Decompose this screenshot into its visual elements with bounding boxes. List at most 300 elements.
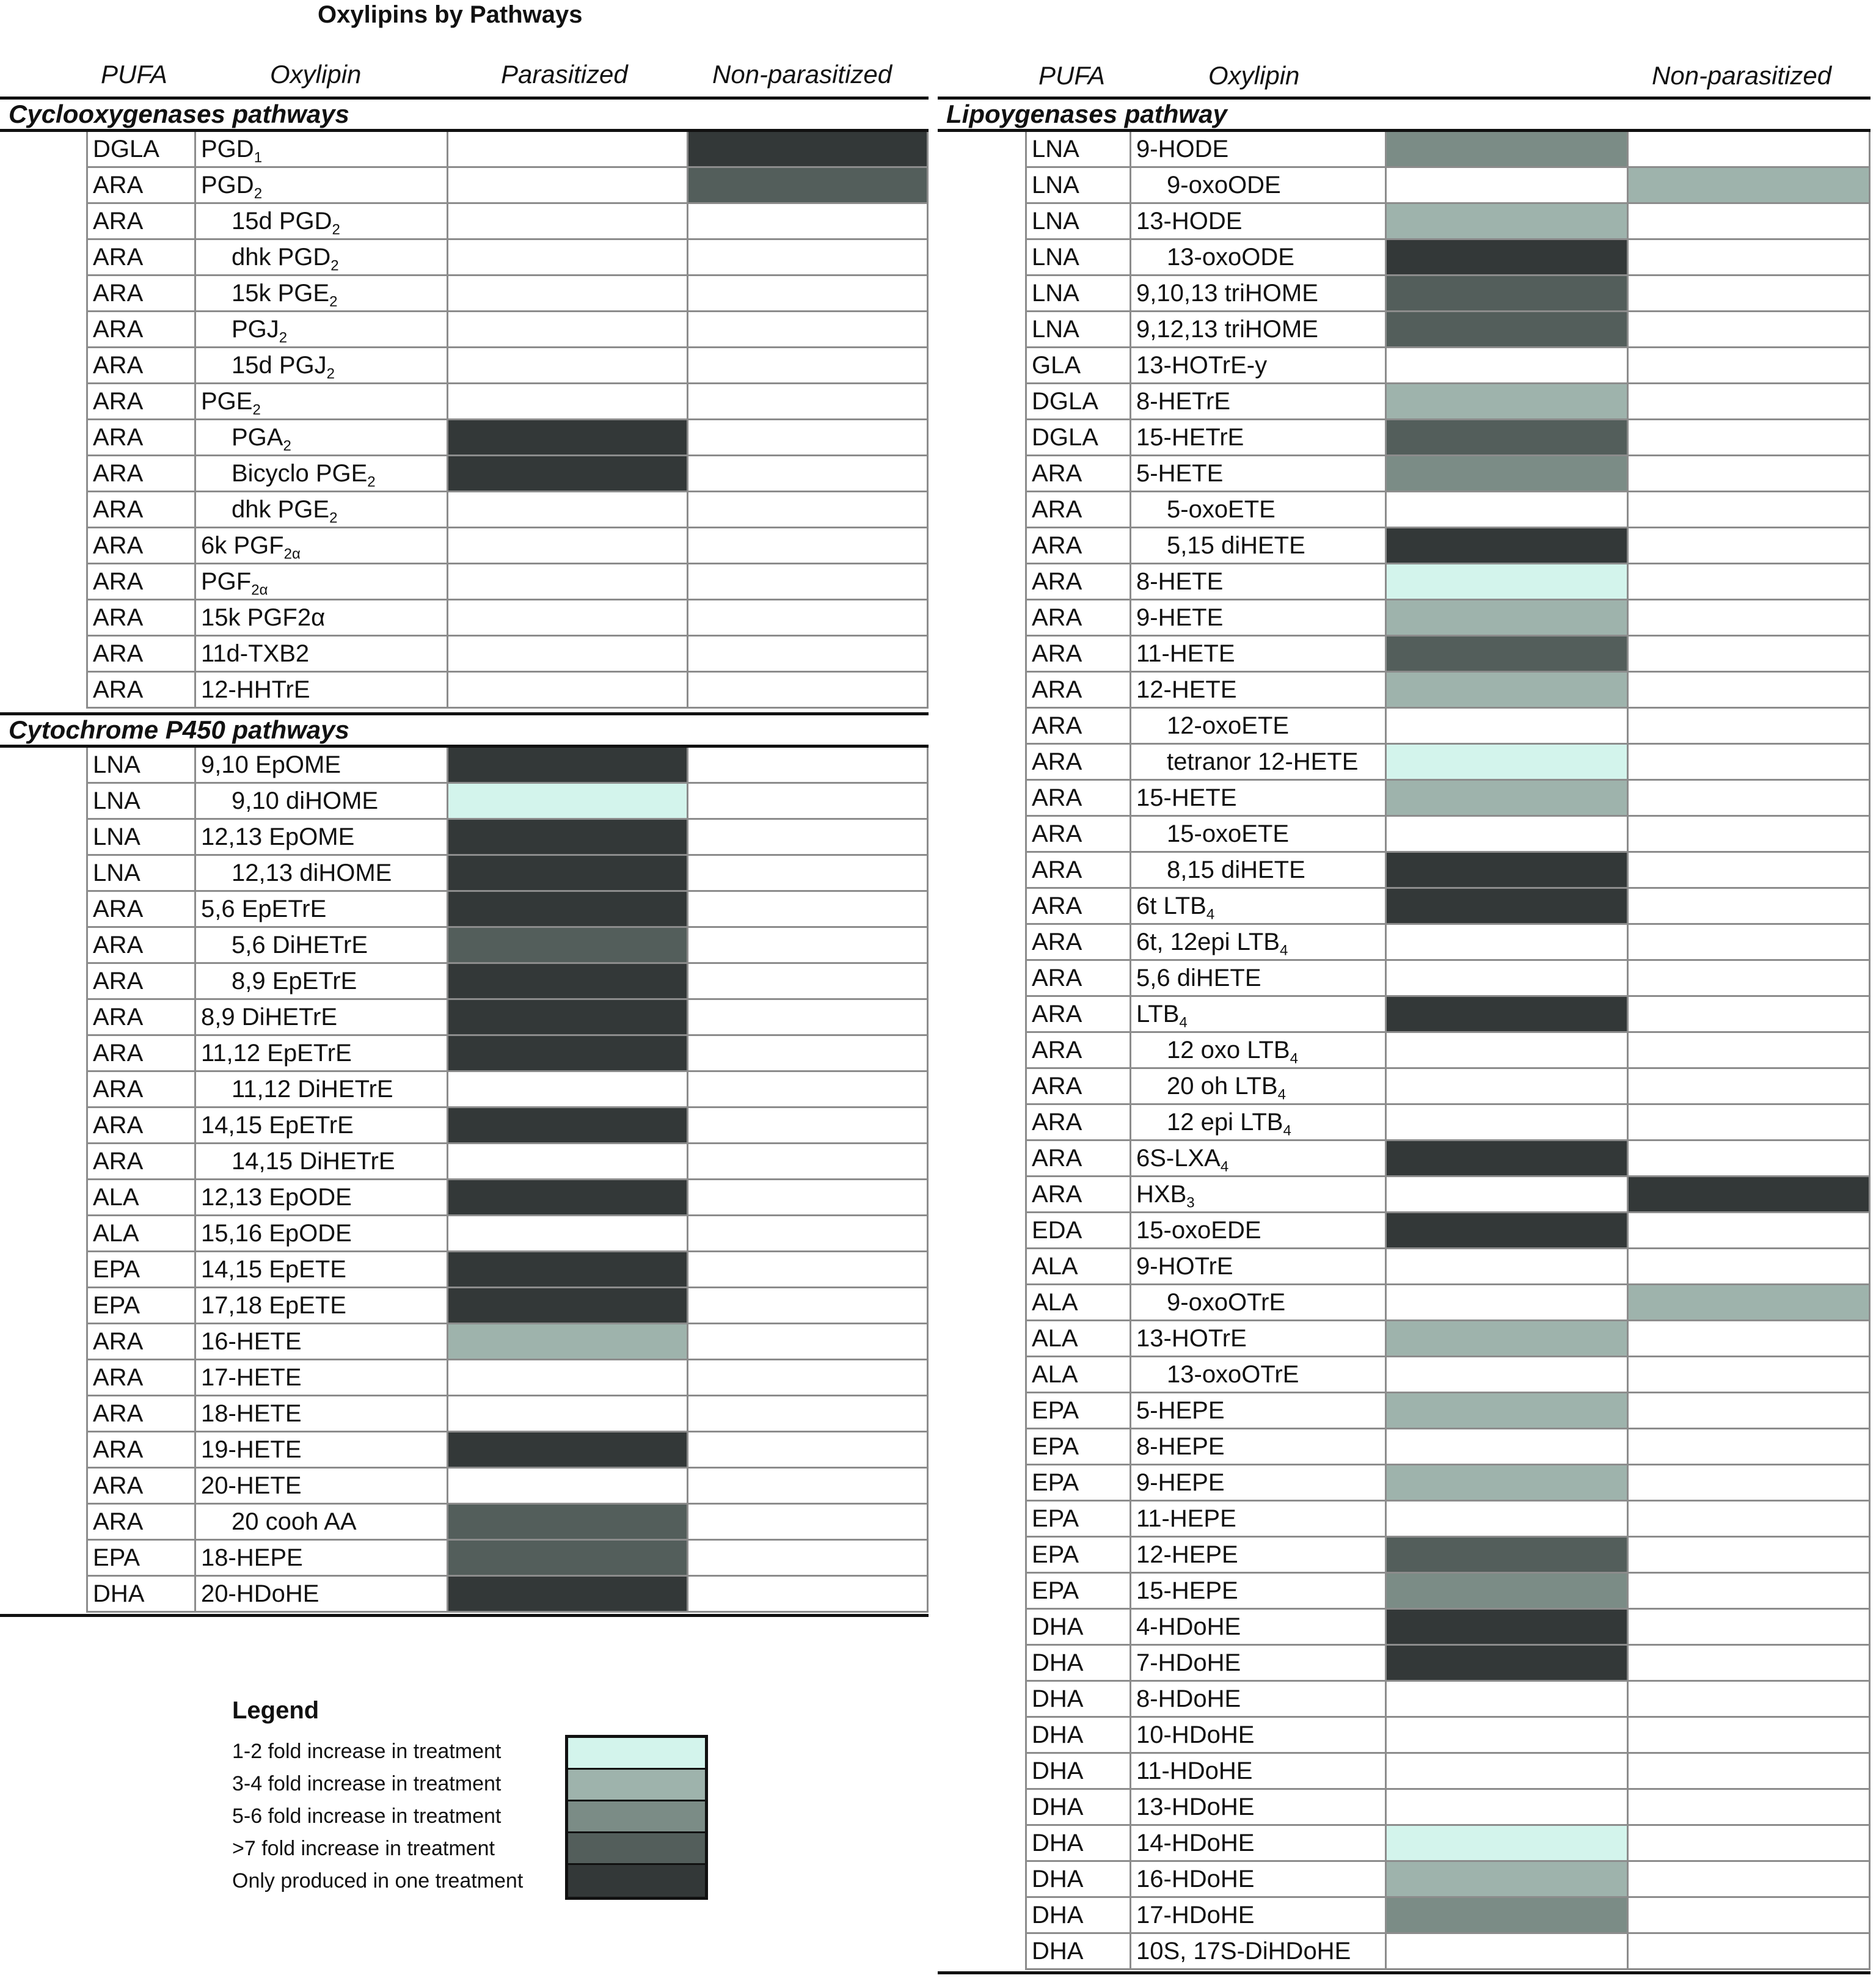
nonparasitized-cell xyxy=(1629,1646,1871,1682)
figure-title: Oxylipins by Pathways xyxy=(318,1,583,28)
oxylipin-cell xyxy=(1131,889,1387,925)
pufa-cell: ARA xyxy=(86,1505,196,1541)
pufa-cell: ARA xyxy=(1025,1033,1131,1069)
oxylipin-name: 12,13 diHOME xyxy=(232,859,392,886)
parasitized-cell xyxy=(1387,1610,1629,1646)
oxylipin-name: 15,16 EpODE xyxy=(201,1220,352,1247)
nonparasitized-cell xyxy=(688,420,929,456)
legend-label: 5-6 fold increase in treatment xyxy=(232,1805,502,1828)
oxylipin-name: 17,18 EpETE xyxy=(201,1292,346,1319)
oxylipin-cell xyxy=(1131,1934,1387,1970)
parasitized-cell xyxy=(448,1252,688,1288)
oxylipin-subscript: 2 xyxy=(252,401,261,418)
oxylipin-cell xyxy=(1131,709,1387,745)
nonparasitized-cell xyxy=(1629,997,1871,1033)
oxylipin-cell xyxy=(196,600,448,637)
parasitized-cell xyxy=(1387,1141,1629,1177)
oxylipin-cell xyxy=(1131,1105,1387,1141)
oxylipin-cell xyxy=(1131,312,1387,348)
pufa-cell: DHA xyxy=(86,1577,196,1613)
oxylipin-name: PGD xyxy=(201,136,254,162)
nonparasitized-cell xyxy=(1629,1682,1871,1718)
oxylipin-cell xyxy=(1131,1898,1387,1934)
nonparasitized-cell xyxy=(1629,132,1871,168)
oxylipin-subscript: 4 xyxy=(1290,1050,1298,1067)
oxylipin-cell xyxy=(196,168,448,204)
pufa-cell: ARA xyxy=(1025,925,1131,961)
parasitized-cell xyxy=(1387,600,1629,637)
nonparasitized-cell xyxy=(688,892,929,928)
nonparasitized-cell xyxy=(688,964,929,1000)
parasitized-cell xyxy=(1387,1393,1629,1429)
parasitized-cell xyxy=(1387,1790,1629,1826)
oxylipin-cell xyxy=(196,1541,448,1577)
parasitized-cell xyxy=(1387,1682,1629,1718)
oxylipin-name: 13-HOTrE-y xyxy=(1136,352,1268,379)
pufa-cell: ARA xyxy=(86,276,196,312)
pufa-cell: DHA xyxy=(1025,1610,1131,1646)
nonparasitized-cell xyxy=(688,492,929,528)
parasitized-cell xyxy=(448,856,688,892)
oxylipin-subscript: 4 xyxy=(1279,942,1288,959)
oxylipin-name: PGJ xyxy=(232,316,279,343)
pufa-cell: LNA xyxy=(86,784,196,820)
parasitized-cell xyxy=(1387,168,1629,204)
oxylipin-name: 12-HEPE xyxy=(1136,1541,1238,1568)
nonparasitized-cell xyxy=(1629,1321,1871,1357)
nonparasitized-cell xyxy=(1629,600,1871,637)
oxylipin-cell xyxy=(1131,1718,1387,1754)
oxylipin-cell xyxy=(196,132,448,168)
pufa-cell: ARA xyxy=(86,1396,196,1432)
oxylipin-cell xyxy=(1131,1538,1387,1574)
legend-swatch xyxy=(568,1833,705,1865)
pufa-cell: ARA xyxy=(1025,781,1131,817)
pufa-cell: LNA xyxy=(86,856,196,892)
parasitized-cell xyxy=(1387,1033,1629,1069)
parasitized-cell xyxy=(1387,673,1629,709)
oxylipin-name: 16-HETE xyxy=(201,1328,302,1355)
oxylipin-name: 15-HETE xyxy=(1136,784,1237,811)
oxylipin-name: 17-HETE xyxy=(201,1364,302,1391)
pufa-cell: DHA xyxy=(1025,1646,1131,1682)
oxylipin-cell xyxy=(196,637,448,673)
parasitized-cell xyxy=(448,1324,688,1360)
parasitized-cell xyxy=(1387,1177,1629,1213)
left-header-parasitized: Parasitized xyxy=(501,60,628,89)
nonparasitized-cell xyxy=(1629,1502,1871,1538)
pufa-cell: ARA xyxy=(86,240,196,276)
oxylipin-cell xyxy=(1131,528,1387,564)
pufa-cell: ARA xyxy=(86,1469,196,1505)
pufa-cell: EPA xyxy=(1025,1574,1131,1610)
left-header-oxylipin: Oxylipin xyxy=(270,60,362,89)
oxylipin-cell xyxy=(196,1036,448,1072)
nonparasitized-cell xyxy=(688,1360,929,1396)
oxylipin-subscript: 2 xyxy=(279,329,288,346)
oxylipin-cell xyxy=(1131,1321,1387,1357)
pufa-cell: ARA xyxy=(86,1144,196,1180)
nonparasitized-cell xyxy=(1629,528,1871,564)
pufa-cell: ARA xyxy=(1025,673,1131,709)
nonparasitized-cell xyxy=(1629,1285,1871,1321)
oxylipin-name: 8-HDoHE xyxy=(1136,1685,1241,1712)
parasitized-cell xyxy=(448,637,688,673)
nonparasitized-cell xyxy=(688,1577,929,1613)
pufa-cell: ARA xyxy=(86,1324,196,1360)
parasitized-cell xyxy=(1387,564,1629,600)
oxylipin-cell xyxy=(1131,1177,1387,1213)
oxylipin-name: 13-oxoODE xyxy=(1167,244,1294,271)
pufa-cell: EPA xyxy=(1025,1429,1131,1465)
oxylipin-cell xyxy=(1131,204,1387,240)
pufa-cell: EPA xyxy=(86,1252,196,1288)
oxylipin-name: 15-HETrE xyxy=(1136,424,1244,451)
oxylipin-cell xyxy=(196,856,448,892)
nonparasitized-cell xyxy=(688,1144,929,1180)
oxylipin-subscript: 2 xyxy=(367,473,376,491)
oxylipin-name: 8-HEPE xyxy=(1136,1433,1225,1460)
table-bottom-rule xyxy=(0,1614,929,1617)
pufa-cell: LNA xyxy=(1025,168,1131,204)
parasitized-cell xyxy=(1387,1357,1629,1393)
parasitized-cell xyxy=(448,784,688,820)
parasitized-cell xyxy=(448,1505,688,1541)
oxylipin-cell xyxy=(1131,1826,1387,1862)
oxylipin-cell xyxy=(196,673,448,709)
oxylipin-cell xyxy=(1131,1249,1387,1285)
left-header-pufa: PUFA xyxy=(101,60,167,89)
nonparasitized-cell xyxy=(688,1252,929,1288)
oxylipin-name: 9-HOTrE xyxy=(1136,1253,1233,1280)
nonparasitized-cell xyxy=(1629,709,1871,745)
parasitized-cell xyxy=(1387,1862,1629,1898)
nonparasitized-cell xyxy=(1629,1465,1871,1502)
nonparasitized-cell xyxy=(1629,1574,1871,1610)
oxylipin-cell xyxy=(1131,637,1387,673)
parasitized-cell xyxy=(1387,745,1629,781)
parasitized-cell xyxy=(1387,853,1629,889)
oxylipin-cell xyxy=(196,1108,448,1144)
parasitized-cell xyxy=(448,204,688,240)
nonparasitized-cell xyxy=(1629,1105,1871,1141)
parasitized-cell xyxy=(1387,709,1629,745)
parasitized-cell xyxy=(1387,384,1629,420)
oxylipin-name: 9,10 EpOME xyxy=(201,751,341,778)
parasitized-cell xyxy=(448,1216,688,1252)
pufa-cell: EPA xyxy=(1025,1538,1131,1574)
nonparasitized-cell xyxy=(1629,853,1871,889)
oxylipin-cell xyxy=(1131,781,1387,817)
pufa-cell: LNA xyxy=(86,748,196,784)
section-heading: Lipoygenases pathway xyxy=(938,97,1871,132)
legend-swatch-box xyxy=(565,1735,708,1900)
oxylipin-cell xyxy=(1131,1285,1387,1321)
pufa-cell: ARA xyxy=(86,637,196,673)
legend-title: Legend xyxy=(232,1697,319,1724)
pufa-cell: ARA xyxy=(1025,997,1131,1033)
pufa-cell: DGLA xyxy=(1025,384,1131,420)
nonparasitized-cell xyxy=(1629,745,1871,781)
oxylipin-name: 13-HODE xyxy=(1136,208,1243,235)
parasitized-cell xyxy=(1387,961,1629,997)
pufa-cell: DHA xyxy=(1025,1862,1131,1898)
parasitized-cell xyxy=(1387,240,1629,276)
parasitized-cell xyxy=(448,928,688,964)
pufa-cell: ARA xyxy=(1025,889,1131,925)
parasitized-cell xyxy=(1387,997,1629,1033)
oxylipin-name: 7-HDoHE xyxy=(1136,1649,1241,1676)
oxylipin-name: 15-oxoETE xyxy=(1167,820,1290,847)
oxylipin-name: 12 epi LTB xyxy=(1167,1109,1283,1136)
oxylipin-cell xyxy=(1131,1610,1387,1646)
pufa-cell: DHA xyxy=(1025,1682,1131,1718)
nonparasitized-cell xyxy=(688,1180,929,1216)
nonparasitized-cell xyxy=(688,856,929,892)
oxylipin-name: 9-HETE xyxy=(1136,604,1224,631)
parasitized-cell xyxy=(1387,1898,1629,1934)
oxylipin-name: 12,13 EpODE xyxy=(201,1184,352,1211)
parasitized-cell xyxy=(448,1180,688,1216)
oxylipin-name: 15d PGD xyxy=(232,208,332,235)
oxylipin-subscript: 2 xyxy=(329,293,338,310)
nonparasitized-cell xyxy=(688,1108,929,1144)
oxylipin-name: 5-HETE xyxy=(1136,460,1224,487)
pufa-cell: ARA xyxy=(86,420,196,456)
nonparasitized-cell xyxy=(1629,781,1871,817)
nonparasitized-cell xyxy=(688,673,929,709)
nonparasitized-cell xyxy=(1629,1393,1871,1429)
right-header-pufa: PUFA xyxy=(1038,61,1105,90)
oxylipin-name: 9,10 diHOME xyxy=(232,787,379,814)
pufa-cell: ARA xyxy=(1025,528,1131,564)
pufa-cell: ARA xyxy=(86,564,196,600)
oxylipin-name: 14,15 DiHETrE xyxy=(232,1148,395,1175)
oxylipin-cell xyxy=(196,1324,448,1360)
oxylipin-cell xyxy=(196,784,448,820)
oxylipin-name: 11,12 DiHETrE xyxy=(232,1076,393,1103)
oxylipin-cell xyxy=(196,348,448,384)
pufa-cell: ALA xyxy=(86,1180,196,1216)
pufa-cell: ALA xyxy=(1025,1321,1131,1357)
pufa-cell: GLA xyxy=(1025,348,1131,384)
parasitized-cell xyxy=(1387,1429,1629,1465)
nonparasitized-cell xyxy=(1629,1033,1871,1069)
parasitized-cell xyxy=(1387,1934,1629,1970)
parasitized-cell xyxy=(448,820,688,856)
parasitized-cell xyxy=(448,1036,688,1072)
oxylipin-cell xyxy=(1131,1429,1387,1465)
parasitized-cell xyxy=(1387,1646,1629,1682)
oxylipin-name: 12-HETE xyxy=(1136,676,1237,703)
pufa-cell: EPA xyxy=(86,1541,196,1577)
oxylipin-name: 10-HDoHE xyxy=(1136,1721,1255,1748)
oxylipin-cell xyxy=(1131,997,1387,1033)
parasitized-cell xyxy=(1387,1285,1629,1321)
oxylipin-cell xyxy=(196,1000,448,1036)
oxylipin-cell xyxy=(196,1180,448,1216)
pufa-cell: LNA xyxy=(1025,204,1131,240)
pufa-cell: ARA xyxy=(86,456,196,492)
oxylipin-name: 6k PGF xyxy=(201,532,284,559)
oxylipin-cell xyxy=(196,928,448,964)
oxylipin-name: 5,6 EpETrE xyxy=(201,896,327,922)
oxylipin-name: dhk PGD xyxy=(232,244,331,271)
pufa-cell: ARA xyxy=(1025,1177,1131,1213)
oxylipin-cell xyxy=(1131,1141,1387,1177)
pufa-cell: ARA xyxy=(86,1360,196,1396)
pufa-cell: DHA xyxy=(1025,1898,1131,1934)
oxylipin-cell xyxy=(1131,817,1387,853)
oxylipin-cell xyxy=(196,528,448,564)
parasitized-cell xyxy=(448,1541,688,1577)
left-header-nonparasitized: Non-parasitized xyxy=(712,60,892,89)
nonparasitized-cell xyxy=(1629,1718,1871,1754)
pufa-cell: ARA xyxy=(1025,1069,1131,1105)
oxylipin-cell xyxy=(1131,1646,1387,1682)
parasitized-cell xyxy=(1387,420,1629,456)
oxylipin-name: 20-HETE xyxy=(201,1472,302,1499)
oxylipin-cell xyxy=(1131,420,1387,456)
pufa-cell: DHA xyxy=(1025,1754,1131,1790)
oxylipin-cell xyxy=(1131,492,1387,528)
legend-label: 1-2 fold increase in treatment xyxy=(232,1740,502,1763)
pufa-cell: ARA xyxy=(1025,745,1131,781)
parasitized-cell xyxy=(1387,312,1629,348)
oxylipin-cell xyxy=(196,1432,448,1469)
oxylipin-cell xyxy=(196,564,448,600)
parasitized-cell xyxy=(1387,1249,1629,1285)
oxylipin-cell xyxy=(1131,1574,1387,1610)
parasitized-cell xyxy=(448,384,688,420)
oxylipin-name: 11,12 EpETrE xyxy=(201,1040,352,1067)
nonparasitized-cell xyxy=(1629,348,1871,384)
oxylipin-name: 12 oxo LTB xyxy=(1167,1037,1290,1064)
pufa-cell: DHA xyxy=(1025,1718,1131,1754)
oxylipin-cell xyxy=(1131,1682,1387,1718)
oxylipin-name: tetranor 12-HETE xyxy=(1167,748,1359,775)
parasitized-cell xyxy=(448,456,688,492)
parasitized-cell xyxy=(1387,817,1629,853)
pufa-cell: ARA xyxy=(86,964,196,1000)
oxylipin-name: 5,6 diHETE xyxy=(1136,965,1261,991)
parasitized-cell xyxy=(1387,1718,1629,1754)
nonparasitized-cell xyxy=(688,204,929,240)
oxylipin-name: dhk PGE xyxy=(232,496,330,523)
oxylipin-subscript: 2α xyxy=(283,546,301,563)
parasitized-cell xyxy=(448,748,688,784)
oxylipin-name: 6S-LXA xyxy=(1136,1145,1221,1172)
nonparasitized-cell xyxy=(688,600,929,637)
nonparasitized-cell xyxy=(688,820,929,856)
nonparasitized-cell xyxy=(1629,204,1871,240)
pufa-cell: ARA xyxy=(86,600,196,637)
oxylipin-name: 14,15 EpETE xyxy=(201,1256,346,1283)
pufa-cell: ARA xyxy=(1025,564,1131,600)
nonparasitized-cell xyxy=(1629,564,1871,600)
pufa-cell: ARA xyxy=(86,928,196,964)
nonparasitized-cell xyxy=(1629,240,1871,276)
pufa-cell: ARA xyxy=(86,1432,196,1469)
pufa-cell: LNA xyxy=(1025,276,1131,312)
pufa-cell: ARA xyxy=(86,348,196,384)
nonparasitized-cell xyxy=(1629,1862,1871,1898)
pufa-cell: DGLA xyxy=(1025,420,1131,456)
pufa-cell: EPA xyxy=(1025,1465,1131,1502)
parasitized-cell xyxy=(448,1288,688,1324)
oxylipin-name: 11d-TXB2 xyxy=(201,640,310,667)
oxylipin-name: 15-oxoEDE xyxy=(1136,1217,1261,1244)
oxylipin-cell xyxy=(196,240,448,276)
pufa-cell: ARA xyxy=(1025,709,1131,745)
parasitized-cell xyxy=(448,1108,688,1144)
oxylipin-cell xyxy=(1131,456,1387,492)
nonparasitized-cell xyxy=(688,748,929,784)
oxylipin-name: 8-HETE xyxy=(1136,568,1224,595)
oxylipin-cell xyxy=(1131,1790,1387,1826)
oxylipin-cell xyxy=(196,748,448,784)
oxylipin-subscript: 2 xyxy=(330,257,339,274)
oxylipin-name: 16-HDoHE xyxy=(1136,1866,1255,1892)
pufa-cell: LNA xyxy=(1025,132,1131,168)
pufa-cell: DHA xyxy=(1025,1934,1131,1970)
pufa-cell: ALA xyxy=(1025,1285,1131,1321)
pufa-cell: LNA xyxy=(1025,240,1131,276)
oxylipin-cell xyxy=(1131,673,1387,709)
oxylipin-name: 5,6 DiHETrE xyxy=(232,932,368,958)
parasitized-cell xyxy=(1387,637,1629,673)
legend-swatch xyxy=(568,1770,705,1801)
oxylipin-cell xyxy=(1131,276,1387,312)
oxylipin-subscript: 1 xyxy=(254,149,263,166)
pufa-cell: ARA xyxy=(1025,456,1131,492)
pufa-cell: LNA xyxy=(1025,312,1131,348)
oxylipin-cell xyxy=(196,456,448,492)
pufa-cell: EPA xyxy=(86,1288,196,1324)
parasitized-cell xyxy=(448,1577,688,1613)
parasitized-cell xyxy=(448,1144,688,1180)
pufa-cell: ARA xyxy=(86,1108,196,1144)
parasitized-cell xyxy=(448,492,688,528)
oxylipin-cell xyxy=(196,1505,448,1541)
pufa-cell: LNA xyxy=(86,820,196,856)
oxylipin-name: 13-oxoOTrE xyxy=(1167,1361,1299,1388)
nonparasitized-cell xyxy=(1629,1177,1871,1213)
nonparasitized-cell xyxy=(1629,456,1871,492)
oxylipin-cell xyxy=(196,1396,448,1432)
nonparasitized-cell xyxy=(688,564,929,600)
nonparasitized-cell xyxy=(688,456,929,492)
oxylipin-cell xyxy=(1131,1465,1387,1502)
oxylipin-name: 20-HDoHE xyxy=(201,1580,319,1607)
section-heading: Cyclooxygenases pathways xyxy=(0,97,929,132)
pufa-cell: ARA xyxy=(1025,1141,1131,1177)
right-header-nonparasitized: Non-parasitized xyxy=(1652,61,1832,90)
parasitized-cell xyxy=(448,312,688,348)
oxylipin-cell xyxy=(196,1360,448,1396)
pufa-cell: ARA xyxy=(86,892,196,928)
parasitized-cell xyxy=(448,1432,688,1469)
oxylipin-name: PGE xyxy=(201,388,253,415)
oxylipin-cell xyxy=(196,204,448,240)
pufa-cell: DHA xyxy=(1025,1826,1131,1862)
oxylipin-name: 9-oxoOTrE xyxy=(1167,1289,1286,1316)
parasitized-cell xyxy=(448,564,688,600)
oxylipin-name: PGA xyxy=(232,424,283,451)
nonparasitized-cell xyxy=(1629,1141,1871,1177)
oxylipin-subscript: 2 xyxy=(329,509,338,527)
oxylipin-cell xyxy=(1131,1033,1387,1069)
